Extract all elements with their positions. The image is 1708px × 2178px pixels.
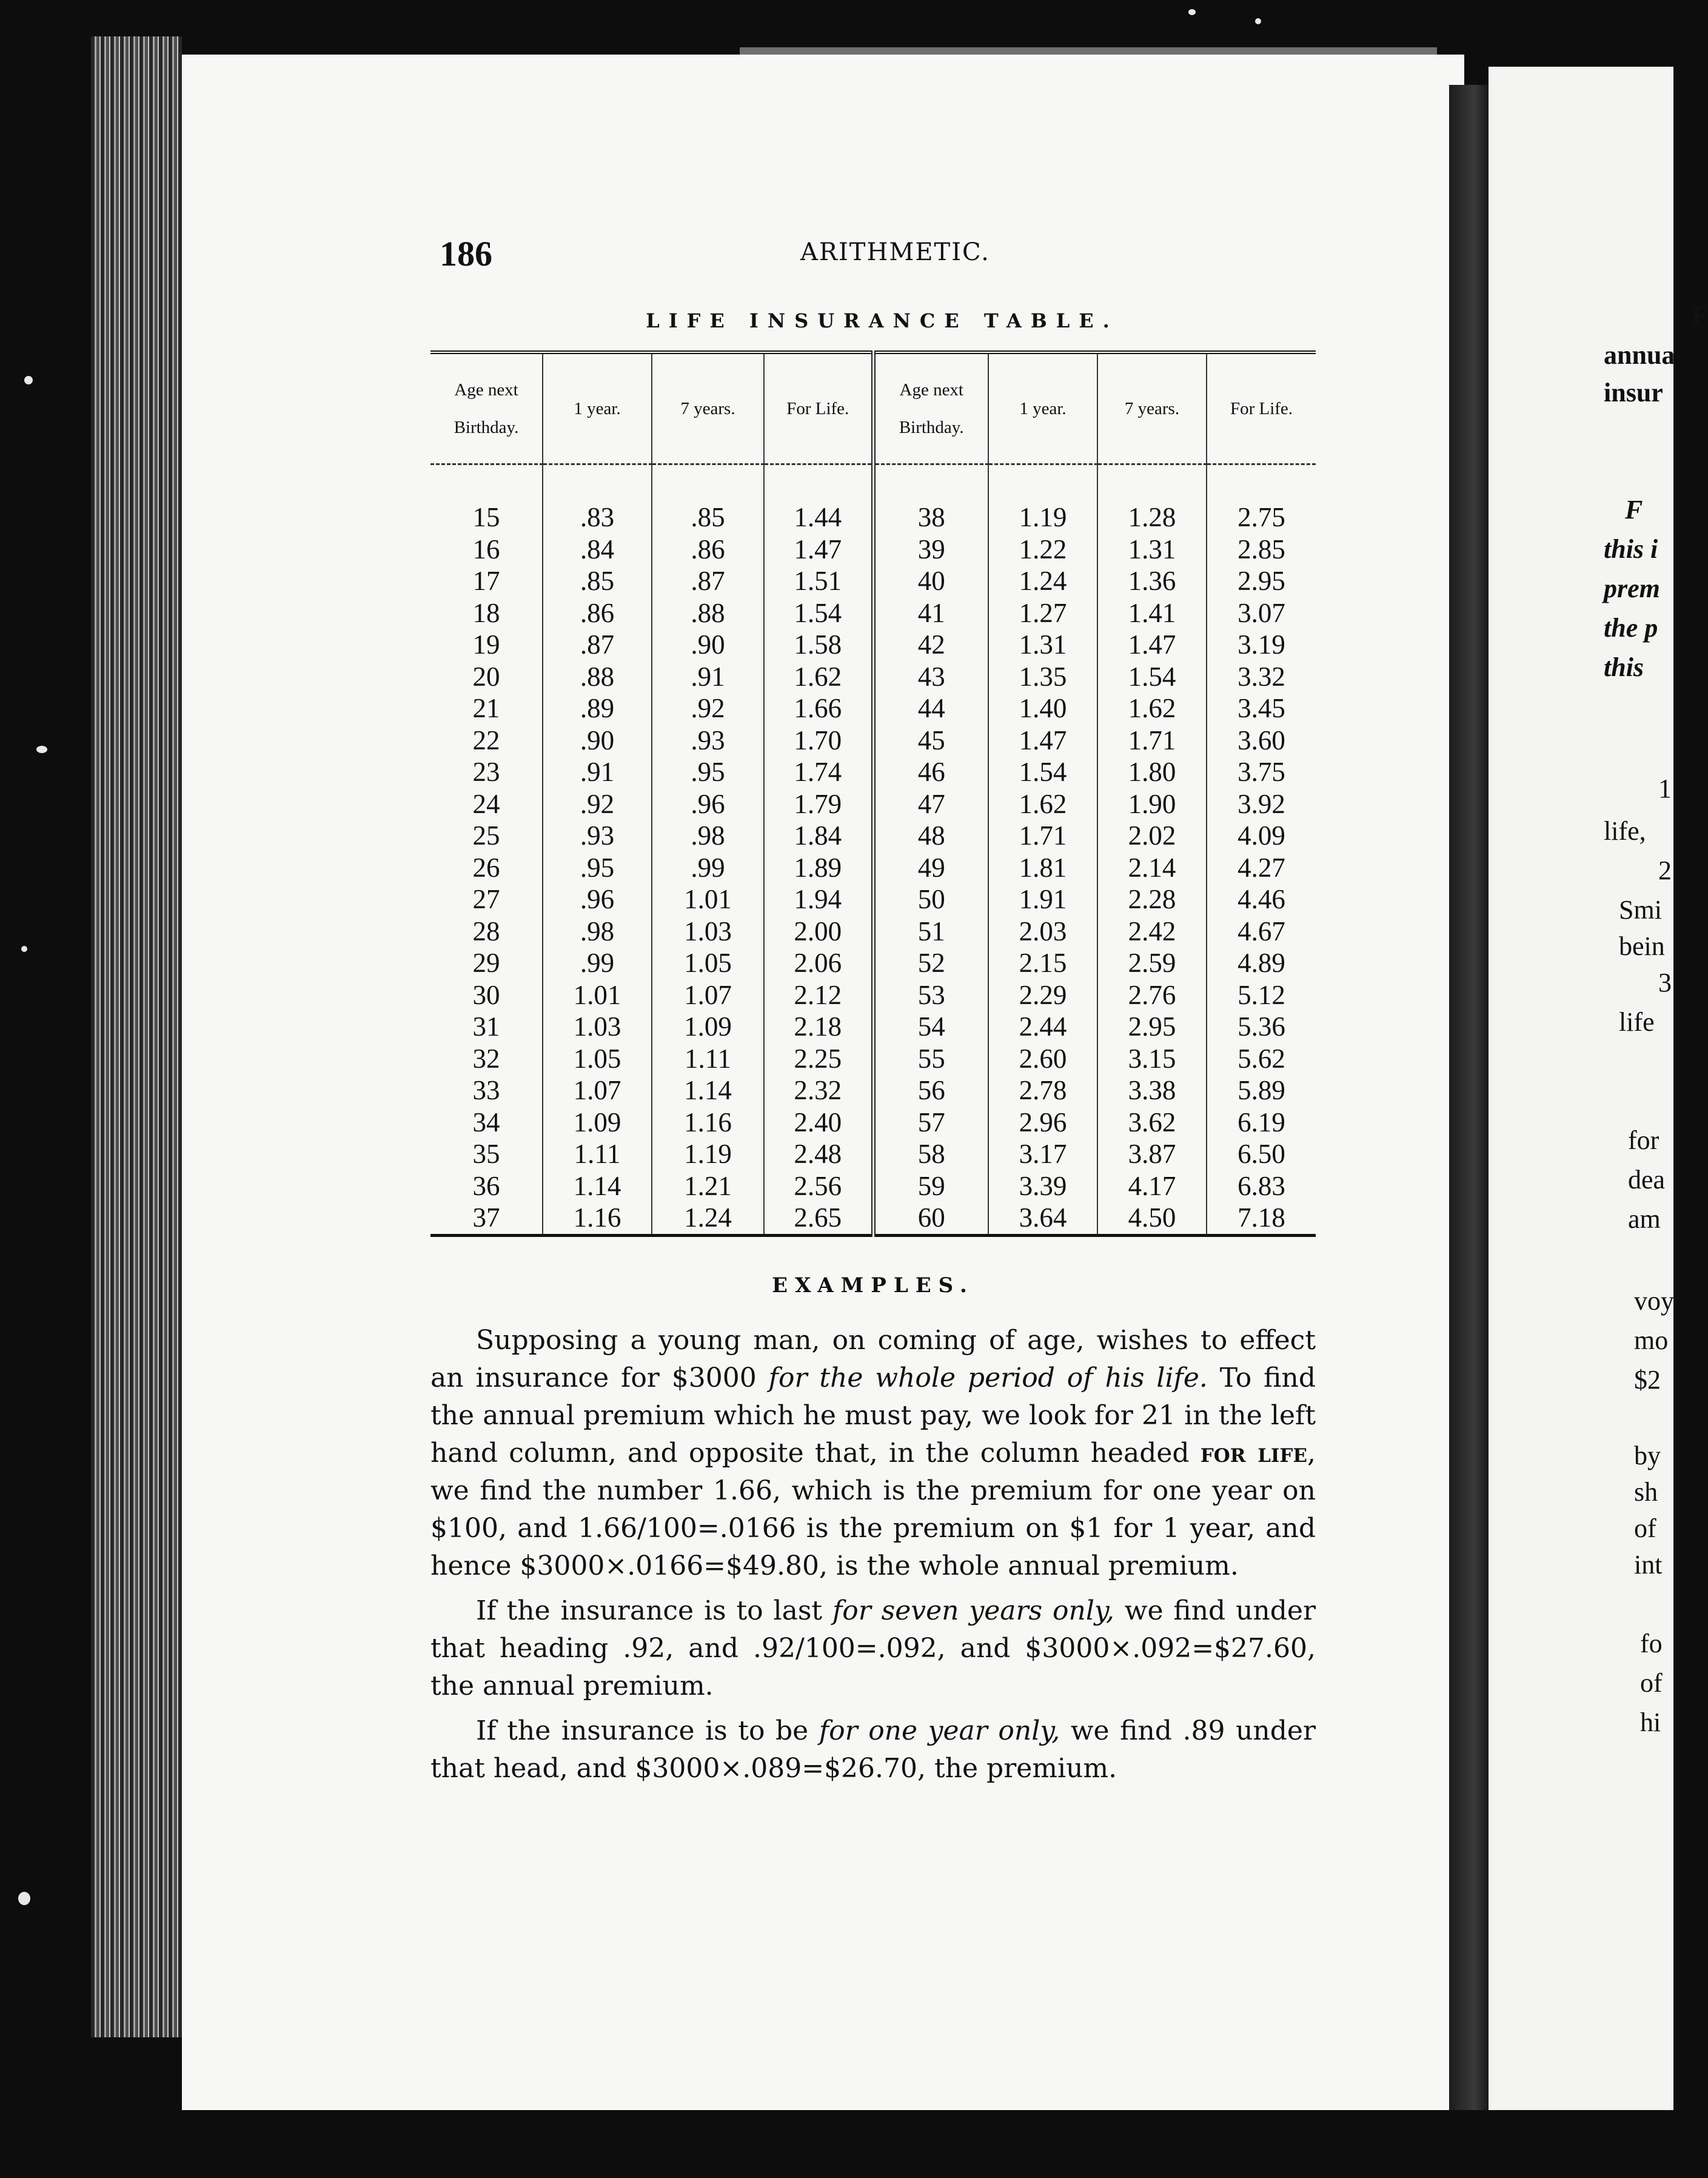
table-cell: .85 — [652, 501, 764, 534]
table-cell: 3.64 — [988, 1202, 1097, 1235]
table-row — [430, 1011, 1316, 1043]
table-cell: 1.47 — [764, 534, 873, 566]
table-cell: 44 — [873, 692, 988, 725]
table-cell: 53 — [873, 979, 988, 1011]
page-content — [430, 233, 1316, 1788]
table-cell: 29 — [430, 947, 543, 979]
table-cell: 3.32 — [1237, 661, 1285, 692]
table-cell: .92 — [652, 692, 764, 725]
table-cell: 1.28 — [1097, 501, 1207, 534]
table-cell: 52 — [873, 947, 988, 979]
table-cell: 5.12 — [1237, 979, 1285, 1010]
column-header: 1 year. — [988, 352, 1097, 464]
table-cell: 1.47 — [988, 725, 1097, 757]
table-cell: 57 — [873, 1107, 988, 1139]
table-cell: 3.45 — [1237, 693, 1285, 723]
table-cell: 30 — [430, 979, 543, 1011]
table-cell: 47 — [873, 788, 988, 820]
table-cell: 1.51 — [764, 565, 873, 597]
adjacent-fragment: 1 — [1658, 774, 1672, 803]
table-cell: 20 — [430, 661, 543, 693]
table-cell: 1.03 — [652, 916, 764, 948]
table-cell: .85 — [543, 565, 652, 597]
table-cell: 26 — [430, 852, 543, 884]
table-cell: 18 — [430, 597, 543, 629]
table-cell: 2.15 — [988, 947, 1097, 979]
table-cell: 6.83 — [1237, 1170, 1285, 1201]
table-cell: 2.32 — [764, 1074, 873, 1107]
table-cell: 1.09 — [543, 1107, 652, 1139]
table-cell: 40 — [873, 565, 988, 597]
table-row — [430, 1107, 1316, 1139]
adjacent-fragment: Smi — [1619, 895, 1662, 925]
table-cell: 19 — [430, 629, 543, 661]
table-cell: 21 — [430, 692, 543, 725]
table-header-row — [430, 352, 1316, 464]
table-cell: .84 — [543, 534, 652, 566]
table-cell: 1.07 — [543, 1074, 652, 1107]
table-cell: 1.58 — [764, 629, 873, 661]
adjacent-fragment: 3 — [1658, 968, 1672, 997]
table-cell: 1.14 — [543, 1170, 652, 1202]
adjacent-fragment: bein — [1619, 931, 1665, 961]
table-cell: 1.24 — [652, 1202, 764, 1235]
table-cell: 3.87 — [1097, 1138, 1207, 1170]
table-cell: 1.62 — [764, 661, 873, 693]
table-cell: .88 — [652, 597, 764, 629]
table-body — [430, 464, 1316, 1236]
table-cell: .99 — [543, 947, 652, 979]
table-cell: 1.05 — [543, 1043, 652, 1075]
table-cell: 2.95 — [1237, 566, 1285, 596]
adjacent-fragment: insur — [1604, 378, 1663, 407]
table-cell: 2.40 — [764, 1107, 873, 1139]
adjacent-fragment: int — [1634, 1550, 1663, 1580]
table-cell: 1.05 — [652, 947, 764, 979]
table-cell: 2.59 — [1097, 947, 1207, 979]
table-row — [430, 979, 1316, 1011]
table-cell: 1.70 — [764, 725, 873, 757]
text-run-italic: for one year only, — [819, 1715, 1060, 1746]
table-cell: 4.50 — [1097, 1202, 1207, 1235]
table-cell: .88 — [543, 661, 652, 693]
adjacent-fragment: dea — [1628, 1165, 1666, 1195]
table-cell: .91 — [543, 756, 652, 788]
table-cell: 36 — [430, 1170, 543, 1202]
table-cell: 32 — [430, 1043, 543, 1075]
table-row — [430, 597, 1316, 629]
table-cell: 59 — [873, 1170, 988, 1202]
table-cell: 2.95 — [1097, 1011, 1207, 1043]
column-header: 1 year. — [543, 352, 652, 464]
table-cell: .98 — [543, 916, 652, 948]
table-cell: 17 — [430, 565, 543, 597]
table-cell: 2.02 — [1097, 820, 1207, 852]
table-row — [430, 756, 1316, 788]
table-cell: 1.21 — [652, 1170, 764, 1202]
table-spacer — [430, 464, 1316, 502]
adjacent-fragment: F — [1625, 495, 1643, 524]
column-header: For Life. — [764, 352, 873, 464]
table-cell: 24 — [430, 788, 543, 820]
table-row — [430, 947, 1316, 979]
table-cell: 1.71 — [1097, 725, 1207, 757]
table-cell: 1.41 — [1097, 597, 1207, 629]
table-cell: 28 — [430, 916, 543, 948]
table-cell: 1.16 — [543, 1202, 652, 1235]
table-cell: .95 — [652, 756, 764, 788]
table-cell: 2.42 — [1097, 916, 1207, 948]
adjacent-fragment: F — [1692, 301, 1708, 330]
table-cell: .98 — [652, 820, 764, 852]
adjacent-fragment: the p — [1604, 613, 1658, 643]
table-cell: 1.31 — [1097, 534, 1207, 566]
table-cell: 1.19 — [652, 1138, 764, 1170]
table-cell: 2.25 — [764, 1043, 873, 1075]
table-row — [430, 1074, 1316, 1107]
running-title: ARITHMETIC. — [800, 238, 990, 266]
table-cell: 1.16 — [652, 1107, 764, 1139]
text-run: If the insurance is to last — [476, 1595, 832, 1626]
table-cell: 56 — [873, 1074, 988, 1107]
adjacent-fragment: voy — [1634, 1286, 1674, 1316]
table-cell: 3.07 — [1237, 597, 1285, 628]
table-cell: 60 — [873, 1202, 988, 1235]
table-cell: 1.89 — [764, 852, 873, 884]
book-page-edges — [91, 36, 182, 2037]
table-cell: .96 — [652, 788, 764, 820]
table-cell: 1.09 — [652, 1011, 764, 1043]
table-row — [430, 1202, 1316, 1235]
scan-speck — [21, 946, 27, 952]
table-cell: 1.11 — [652, 1043, 764, 1075]
table-cell: 1.35 — [988, 661, 1097, 693]
table-cell: 7.18 — [1237, 1202, 1285, 1233]
table-row — [430, 565, 1316, 597]
table-cell: 2.18 — [764, 1011, 873, 1043]
table-cell: 1.54 — [764, 597, 873, 629]
column-header: Age next Birthday. — [873, 352, 988, 464]
table-row — [430, 534, 1316, 566]
table-cell: 1.71 — [988, 820, 1097, 852]
table-cell: 42 — [873, 629, 988, 661]
table-cell: 2.60 — [988, 1043, 1097, 1075]
adjacent-fragment: prem — [1604, 574, 1660, 603]
text-run-italic: for the whole period of his life. — [768, 1362, 1208, 1393]
table-cell: 31 — [430, 1011, 543, 1043]
table-cell: 25 — [430, 820, 543, 852]
table-cell: 3.62 — [1097, 1107, 1207, 1139]
adjacent-fragment: for — [1628, 1125, 1659, 1155]
scan-speck — [1188, 9, 1196, 15]
table-cell: 1.01 — [543, 979, 652, 1011]
example-paragraph-1 — [430, 1322, 1316, 1585]
table-cell: 3.75 — [1237, 757, 1285, 787]
table-cell: .95 — [543, 852, 652, 884]
table-cell: 49 — [873, 852, 988, 884]
table-cell: 4.46 — [1237, 884, 1285, 914]
table-row — [430, 1138, 1316, 1170]
table-row — [430, 629, 1316, 661]
table-cell: 1.36 — [1097, 565, 1207, 597]
table-cell: 2.78 — [988, 1074, 1097, 1107]
table-cell: 1.31 — [988, 629, 1097, 661]
examples-heading: EXAMPLES. — [772, 1273, 974, 1298]
scan-speck — [24, 376, 33, 384]
table-cell: 1.66 — [764, 692, 873, 725]
table-cell: 33 — [430, 1074, 543, 1107]
table-cell: 1.01 — [652, 883, 764, 916]
table-cell: 2.56 — [764, 1170, 873, 1202]
adjacent-fragment: life, — [1604, 816, 1646, 846]
table-cell: 1.62 — [1097, 692, 1207, 725]
table-cell: .86 — [652, 534, 764, 566]
text-run: , we find the number 1.66, which is the premium for one year on $100, and 1.66/100=.0166 is the premium on $1 for 1 year, and hence $3000×.0166=$49.80, is the whole annual premium. — [430, 1437, 1316, 1581]
table-cell: 1.44 — [764, 501, 873, 534]
table-cell: 2.03 — [988, 916, 1097, 948]
table-cell: 4.17 — [1097, 1170, 1207, 1202]
table-row — [430, 916, 1316, 948]
table-cell: .93 — [652, 725, 764, 757]
scan-speck — [18, 1892, 30, 1905]
table-cell: 1.27 — [988, 597, 1097, 629]
table-cell: 2.06 — [764, 947, 873, 979]
table-cell: 3.38 — [1097, 1074, 1207, 1107]
table-cell: 2.00 — [764, 916, 873, 948]
example-paragraph-2 — [430, 1592, 1316, 1705]
table-cell: 2.14 — [1097, 852, 1207, 884]
scan-speck — [1255, 18, 1261, 24]
column-header: Age next Birthday. — [430, 352, 543, 464]
adjacent-fragment: of — [1640, 1668, 1663, 1698]
adjacent-fragment: am — [1628, 1204, 1661, 1234]
table-cell: 1.80 — [1097, 756, 1207, 788]
table-row — [430, 1170, 1316, 1202]
adjacent-fragment: by — [1634, 1441, 1661, 1470]
column-header: 7 years. — [1097, 352, 1207, 464]
table-cell: 46 — [873, 756, 988, 788]
adjacent-fragment: life — [1619, 1007, 1655, 1037]
table-cell: 3.15 — [1097, 1043, 1207, 1075]
table-cell: .89 — [543, 692, 652, 725]
text-run-italic: for seven years only, — [832, 1595, 1114, 1626]
table-cell: 3.92 — [1237, 788, 1285, 819]
table-cell: .99 — [652, 852, 764, 884]
adjacent-fragment: sh — [1634, 1477, 1658, 1507]
table-cell: 1.90 — [1097, 788, 1207, 820]
adjacent-fragment: fo — [1640, 1629, 1663, 1658]
column-header: 7 years. — [652, 352, 764, 464]
table-cell: 35 — [430, 1138, 543, 1170]
table-cell: 41 — [873, 597, 988, 629]
table-cell: 2.75 — [1237, 502, 1285, 532]
table-cell: 1.54 — [1097, 661, 1207, 693]
column-header: For Life. — [1207, 352, 1316, 464]
adjacent-fragment: 2 — [1658, 856, 1672, 885]
table-cell: 16 — [430, 534, 543, 566]
table-cell: 55 — [873, 1043, 988, 1075]
running-head — [430, 233, 1316, 282]
table-cell: 1.74 — [764, 756, 873, 788]
table-cell: 5.62 — [1237, 1043, 1285, 1074]
example-paragraph-3 — [430, 1712, 1316, 1788]
table-cell: 5.89 — [1237, 1075, 1285, 1105]
table-cell: .86 — [543, 597, 652, 629]
table-cell: 2.29 — [988, 979, 1097, 1011]
table-cell: 1.11 — [543, 1138, 652, 1170]
table-cell: 1.24 — [988, 565, 1097, 597]
table-row — [430, 1043, 1316, 1075]
table-cell: 5.36 — [1237, 1011, 1285, 1042]
table-cell: .90 — [652, 629, 764, 661]
table-cell: 1.91 — [988, 883, 1097, 916]
table-cell: 1.54 — [988, 756, 1097, 788]
table-cell: .87 — [652, 565, 764, 597]
table-cell: 1.14 — [652, 1074, 764, 1107]
table-cell: 6.19 — [1237, 1107, 1285, 1138]
table-cell: 4.67 — [1237, 916, 1285, 947]
table-cell: 39 — [873, 534, 988, 566]
table-cell: 51 — [873, 916, 988, 948]
table-row — [430, 788, 1316, 820]
table-cell: 1.84 — [764, 820, 873, 852]
table-cell: 3.39 — [988, 1170, 1097, 1202]
table-cell: 58 — [873, 1138, 988, 1170]
table-cell: .96 — [543, 883, 652, 916]
adjacent-fragment: annua — [1604, 340, 1675, 370]
table-cell: 4.09 — [1237, 820, 1285, 851]
table-cell: 22 — [430, 725, 543, 757]
table-cell: .90 — [543, 725, 652, 757]
life-insurance-table — [430, 350, 1316, 1237]
table-cell: 2.48 — [764, 1138, 873, 1170]
table-cell: 1.81 — [988, 852, 1097, 884]
table-cell: 37 — [430, 1202, 543, 1235]
table-cell: 2.85 — [1237, 534, 1285, 565]
adjacent-fragment: mo — [1634, 1325, 1669, 1355]
table-cell: 1.40 — [988, 692, 1097, 725]
table-cell: 1.47 — [1097, 629, 1207, 661]
text-run: we find under that heading .92, and .92/100=.092, and $3000×.092=$27.60, the annual premium. — [430, 1595, 1316, 1701]
table-cell: 3.17 — [988, 1138, 1097, 1170]
table-cell: 3.60 — [1237, 725, 1285, 756]
table-cell: 4.89 — [1237, 948, 1285, 978]
adjacent-fragment: this i — [1604, 534, 1658, 564]
table-cell: .91 — [652, 661, 764, 693]
table-cell: .83 — [543, 501, 652, 534]
adjacent-fragment: of — [1634, 1513, 1656, 1543]
text-run: we find .89 under that head, and $3000×.089=$26.70, the premium. — [430, 1715, 1316, 1784]
text-run-small-caps: for life — [1200, 1437, 1307, 1469]
table-row — [430, 661, 1316, 693]
table-cell: 27 — [430, 883, 543, 916]
table-cell: .93 — [543, 820, 652, 852]
text-run: If the insurance is to be — [476, 1715, 819, 1746]
table-cell: 54 — [873, 1011, 988, 1043]
table-row — [430, 883, 1316, 916]
table-row — [430, 852, 1316, 884]
table-cell: .87 — [543, 629, 652, 661]
table-row — [430, 820, 1316, 852]
table-cell: .92 — [543, 788, 652, 820]
table-cell: 1.79 — [764, 788, 873, 820]
table-cell: 2.76 — [1097, 979, 1207, 1011]
table-cell: 3.19 — [1237, 629, 1285, 660]
table-row — [430, 725, 1316, 757]
table-cell: 15 — [430, 501, 543, 534]
page-number: 186 — [440, 234, 492, 273]
table-cell: 2.44 — [988, 1011, 1097, 1043]
table-cell: 2.28 — [1097, 883, 1207, 916]
adjacent-fragment: this — [1604, 652, 1644, 682]
table-cell: 1.22 — [988, 534, 1097, 566]
table-cell: 6.50 — [1237, 1139, 1285, 1169]
table-cell: 2.65 — [764, 1202, 873, 1235]
table-cell: 1.94 — [764, 883, 873, 916]
table-cell: 2.96 — [988, 1107, 1097, 1139]
table-cell: 23 — [430, 756, 543, 788]
table-cell: 45 — [873, 725, 988, 757]
table-cell: 50 — [873, 883, 988, 916]
table-cell: 1.07 — [652, 979, 764, 1011]
table-cell: 1.19 — [988, 501, 1097, 534]
scan-speck — [36, 746, 47, 753]
table-cell: 2.12 — [764, 979, 873, 1011]
table-row — [430, 501, 1316, 534]
book-gutter — [1449, 85, 1492, 2110]
text-run: Supposing a young man, on coming of age, wishes to effect an insurance for $3000 — [430, 1324, 1316, 1393]
table-row — [430, 692, 1316, 725]
table-cell: 1.03 — [543, 1011, 652, 1043]
adjacent-fragment: hi — [1640, 1707, 1661, 1737]
adjacent-fragment: $2 — [1634, 1365, 1661, 1395]
table-cell: 48 — [873, 820, 988, 852]
table-cell: 38 — [873, 501, 988, 534]
table-cell: 1.62 — [988, 788, 1097, 820]
table-cell: 34 — [430, 1107, 543, 1139]
table-cell: 4.27 — [1237, 852, 1285, 883]
table-title: LIFE INSURANCE TABLE. — [646, 309, 1119, 332]
text-run: To find the annual premium which he must pay, we look for 21 in the left hand column, and opposite that, in the column headed — [430, 1362, 1316, 1469]
table-cell: 43 — [873, 661, 988, 693]
